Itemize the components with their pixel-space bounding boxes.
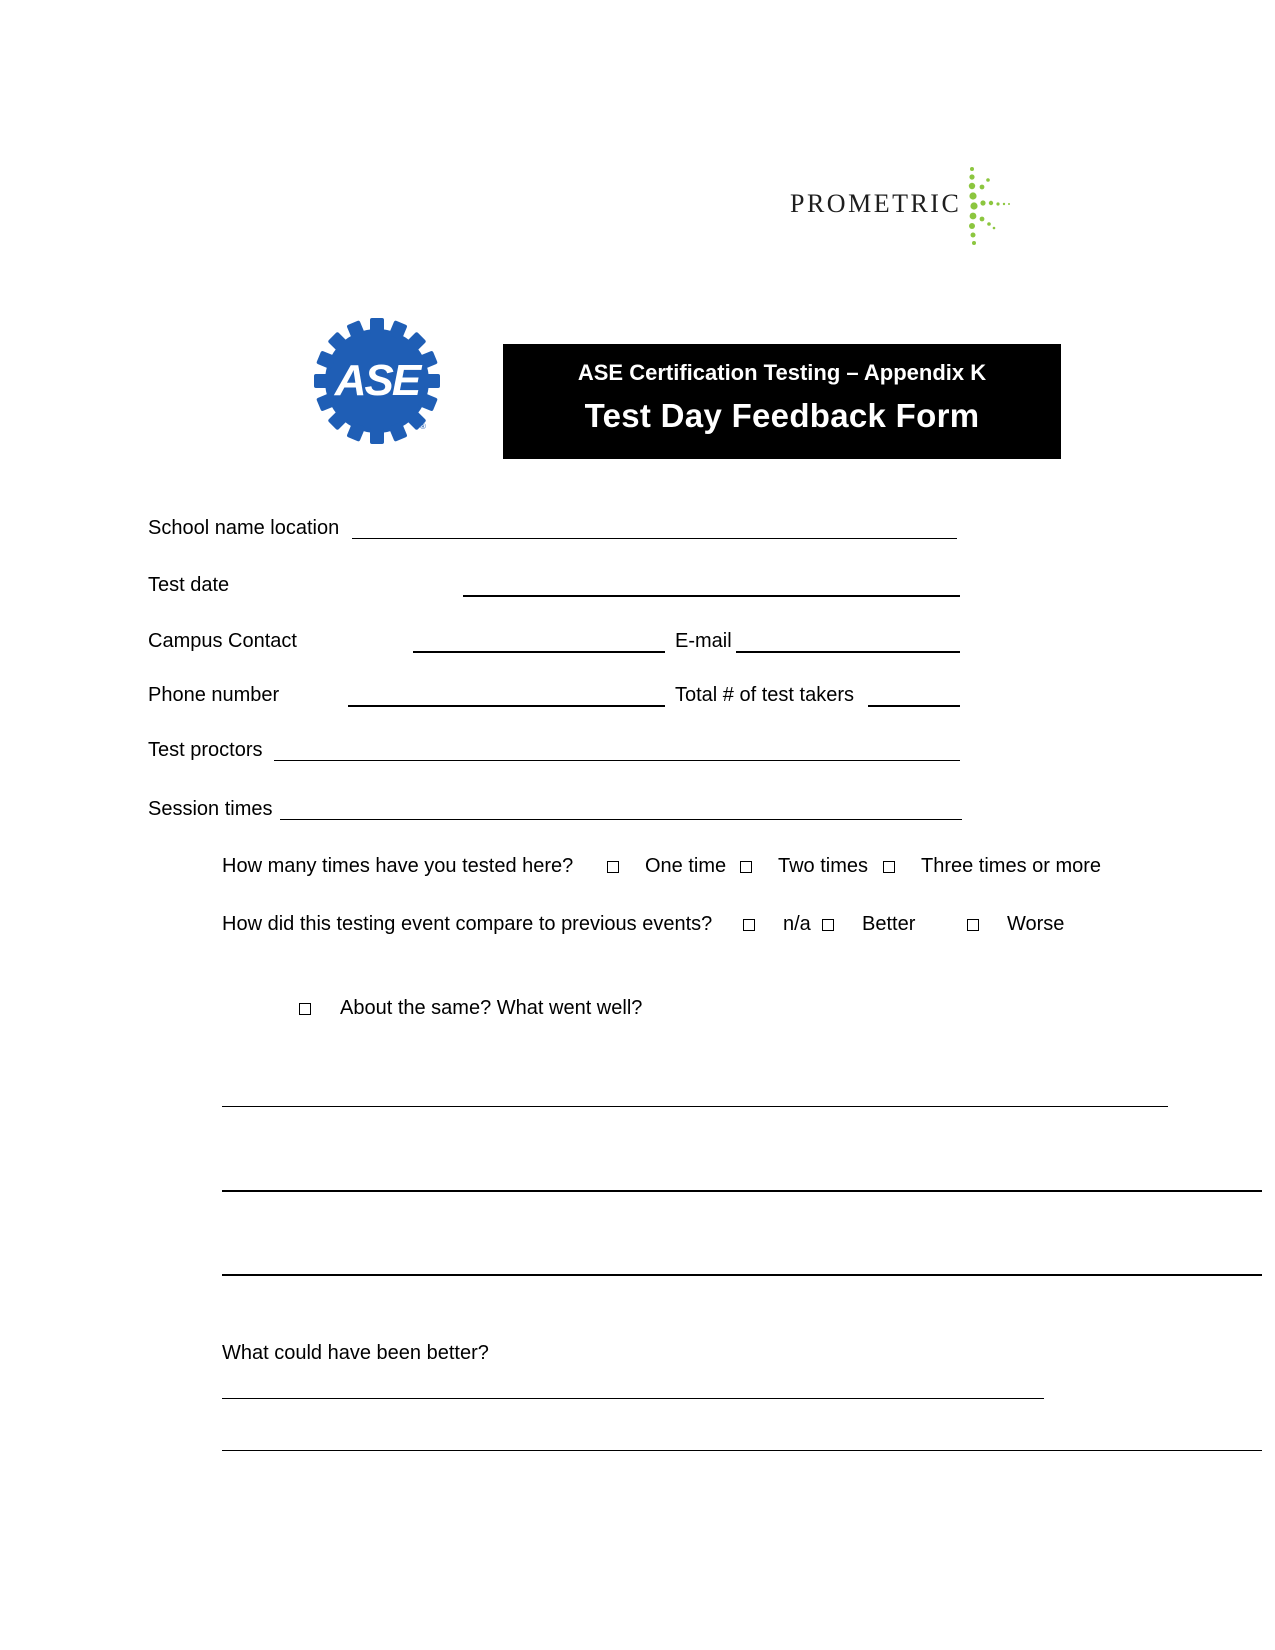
campus-contact-field[interactable] <box>413 651 665 653</box>
ase-logo <box>312 316 442 446</box>
phone-number-label: Phone number <box>148 684 280 706</box>
could-be-better-question: What could have been better? <box>222 1342 489 1364</box>
better-checkbox[interactable] <box>822 919 834 931</box>
title-banner <box>503 344 1061 459</box>
total-test-takers-field[interactable] <box>868 705 960 707</box>
what-went-well-line-2[interactable] <box>222 1190 1262 1192</box>
about-the-same-checkbox[interactable] <box>299 1003 311 1015</box>
prometric-logo <box>790 165 1030 255</box>
two-times-checkbox[interactable] <box>740 861 752 873</box>
test-date-label: Test date <box>148 574 230 596</box>
svg-text:®: ® <box>420 422 426 431</box>
better-label: Better <box>862 913 916 935</box>
compare-events-question: How did this testing event compare to previous events? <box>222 913 713 935</box>
prometric-spark-icon <box>958 165 1028 255</box>
form-title: Test Day Feedback Form <box>584 397 980 434</box>
school-name-location-field[interactable] <box>352 538 957 539</box>
times-tested-question: How many times have you tested here? <box>222 855 574 877</box>
two-times-label: Two times <box>778 855 869 877</box>
prometric-wordmark: PROMETRIC <box>790 189 962 218</box>
session-times-label: Session times <box>148 798 273 820</box>
total-test-takers-label: Total # of test takers <box>675 684 854 706</box>
na-label: n/a <box>783 913 811 935</box>
svg-text:ASE: ASE <box>334 356 420 405</box>
worse-checkbox[interactable] <box>967 919 979 931</box>
form-subtitle: ASE Certification Testing – Appendix K <box>577 360 987 385</box>
one-time-checkbox[interactable] <box>607 861 619 873</box>
school-name-location-label: School name location <box>148 517 340 539</box>
could-be-better-line-2[interactable] <box>222 1450 1262 1451</box>
one-time-label: One time <box>645 855 727 877</box>
test-date-field[interactable] <box>463 595 960 597</box>
test-proctors-field[interactable] <box>274 760 960 761</box>
about-the-same-label: About the same? What went well? <box>340 997 643 1019</box>
worse-label: Worse <box>1007 913 1065 935</box>
email-field[interactable] <box>736 651 960 653</box>
what-went-well-line-1[interactable] <box>222 1106 1168 1107</box>
three-times-checkbox[interactable] <box>883 861 895 873</box>
could-be-better-line-1[interactable] <box>222 1398 1044 1399</box>
email-label: E-mail <box>675 630 732 652</box>
phone-number-field[interactable] <box>348 705 665 707</box>
three-times-label: Three times or more <box>921 855 1102 877</box>
na-checkbox[interactable] <box>743 919 755 931</box>
campus-contact-label: Campus Contact <box>148 630 297 652</box>
what-went-well-line-3[interactable] <box>222 1274 1262 1276</box>
test-proctors-label: Test proctors <box>148 739 263 761</box>
session-times-field[interactable] <box>280 819 962 820</box>
